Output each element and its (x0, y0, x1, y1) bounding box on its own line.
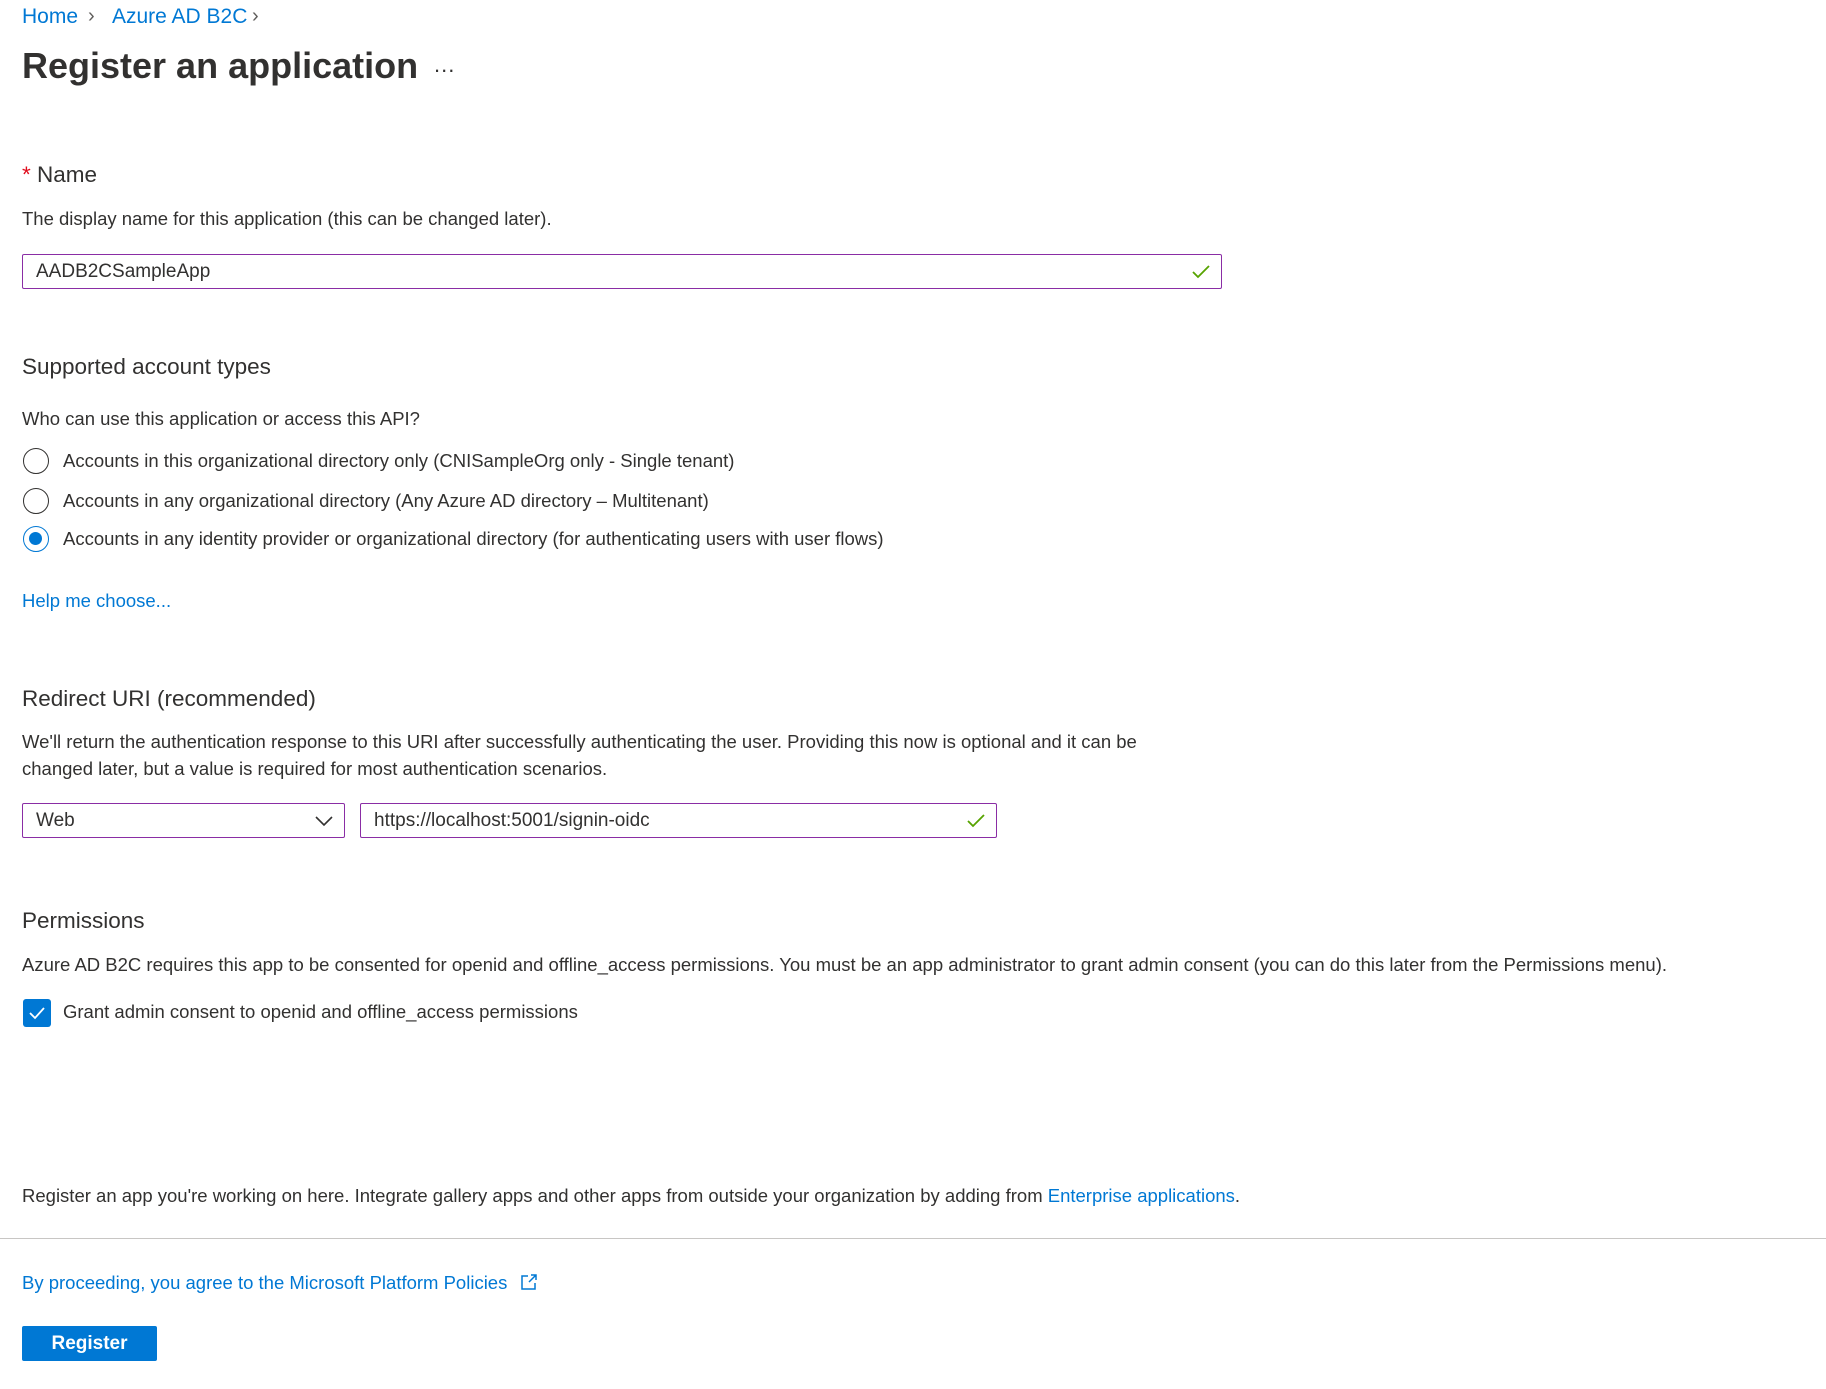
name-label (22, 162, 97, 188)
radio-multitenant[interactable] (23, 488, 49, 514)
valid-check-icon (966, 811, 986, 831)
radio-label-multitenant[interactable]: Accounts in any organizational directory (Any Azure AD directory – Multitenant) (63, 490, 709, 511)
name-description: The display name for this application (this can be changed later). (22, 208, 552, 229)
radio-label-identity-provider[interactable]: Accounts in any identity provider or organizational directory (for authenticating users with user flows) (63, 528, 884, 549)
platform-select[interactable] (22, 803, 345, 838)
grant-consent-label[interactable]: Grant admin consent to openid and offline_access permissions (63, 1001, 578, 1022)
name-input[interactable] (22, 254, 1222, 289)
valid-check-icon (1191, 262, 1211, 282)
footer-note (22, 1185, 1240, 1207)
redirect-description-line2: changed later, but a value is required for most authentication scenarios. (22, 758, 608, 779)
radio-identity-provider[interactable] (23, 526, 49, 552)
register-button[interactable]: Register (22, 1326, 157, 1361)
breadcrumb-azure-ad-b2c[interactable]: Azure AD B2C (112, 5, 248, 28)
breadcrumb-home[interactable]: Home (22, 5, 79, 28)
name-input-value: AADB2CSampleApp (36, 260, 211, 282)
redirect-uri-value: https://localhost:5001/signin-oidc (374, 809, 650, 831)
grant-consent-checkbox[interactable] (23, 999, 51, 1027)
chevron-down-icon (314, 811, 334, 831)
help-me-choose-link[interactable]: Help me choose... (22, 590, 172, 611)
footer-divider (0, 1238, 1826, 1239)
platform-policies-text: By proceeding, you agree to the Microsoft Platform Policies (22, 1272, 508, 1293)
radio-label-single-tenant[interactable]: Accounts in this organizational directory only (CNISampleOrg only - Single tenant) (63, 450, 735, 471)
chevron-right-icon: › (252, 5, 259, 27)
platform-policies-link[interactable] (22, 1272, 539, 1294)
redirect-description-line1: We'll return the authentication response to this URI after successfully authenticating the user. Providing this now is optional and it can be (22, 731, 1137, 752)
name-label-text: Name (37, 162, 98, 187)
checkmark-icon (23, 999, 51, 1027)
page-title: Register an application (22, 45, 419, 86)
footer-note-end: . (1234, 1185, 1241, 1206)
footer-note-text: Register an app you're working on here. Integrate gallery apps and other apps from outside your organization by adding from (22, 1185, 1048, 1206)
account-types-heading: Supported account types (22, 354, 271, 379)
redirect-uri-heading: Redirect URI (recommended) (22, 686, 316, 711)
radio-single-tenant[interactable] (23, 448, 49, 474)
chevron-right-icon: › (88, 5, 95, 27)
platform-select-value: Web (36, 809, 75, 831)
account-types-question: Who can use this application or access this API? (22, 408, 420, 429)
permissions-description: Azure AD B2C requires this app to be consented for openid and offline_access permissions. You must be an app administrator to grant admin consent (you can do this later from the Permissions menu). (22, 954, 1668, 975)
permissions-heading: Permissions (22, 908, 145, 933)
redirect-uri-input[interactable] (360, 803, 997, 838)
required-mark: * (22, 162, 31, 187)
enterprise-applications-link[interactable]: Enterprise applications (1047, 1185, 1235, 1206)
external-link-icon (519, 1272, 539, 1292)
more-options-button[interactable]: ... (434, 52, 456, 77)
